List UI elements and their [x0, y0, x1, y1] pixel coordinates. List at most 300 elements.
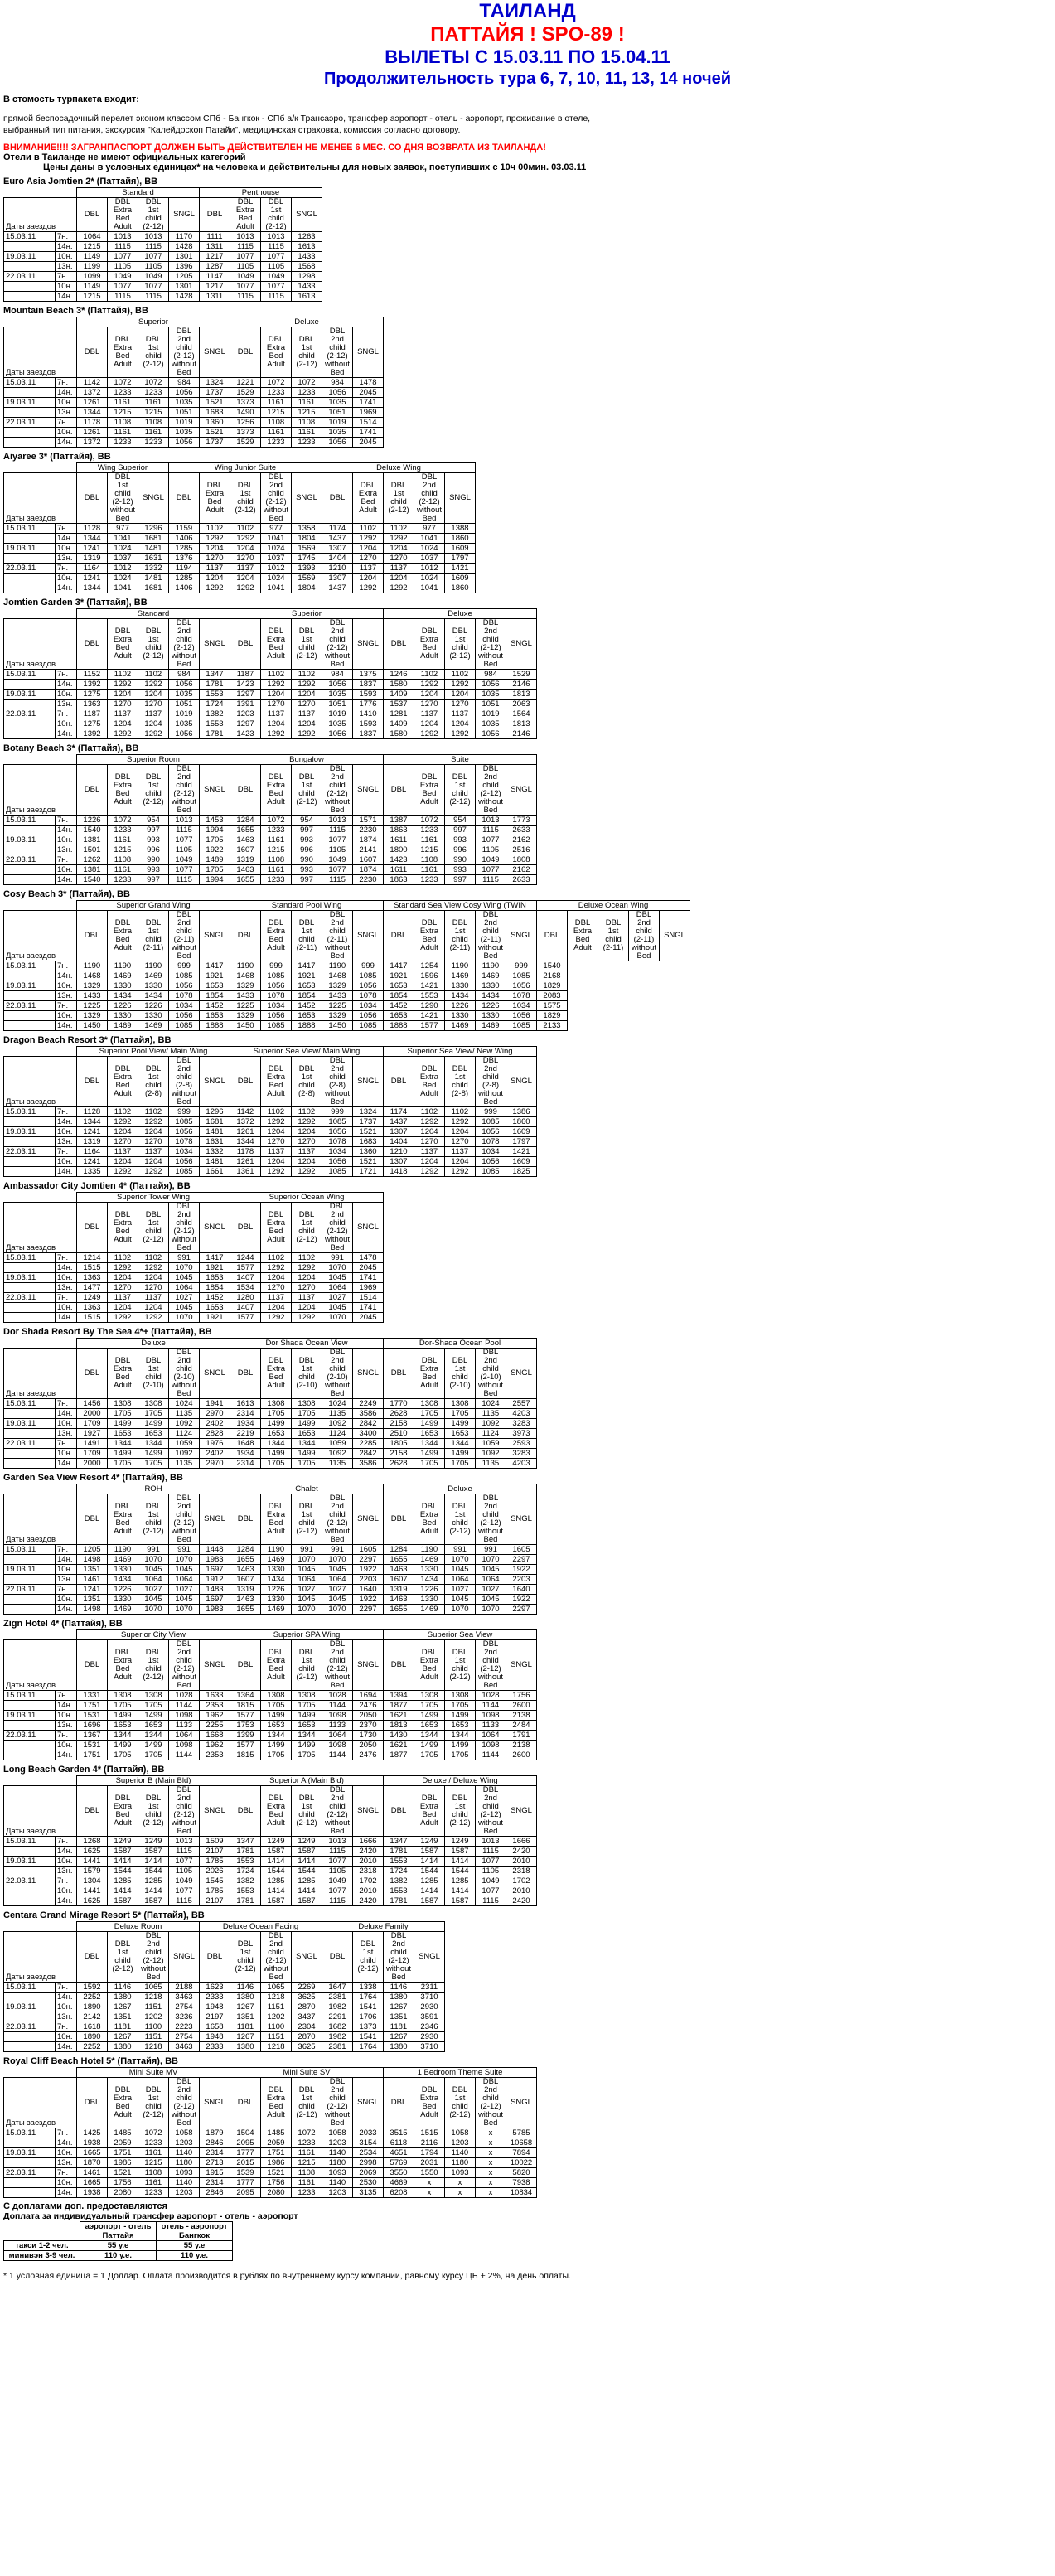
- room-type-header: Chalet: [230, 1484, 384, 1494]
- nights: 10н.: [56, 398, 77, 408]
- price-cell: 1815: [230, 1750, 261, 1760]
- price-cell: 2870: [292, 2032, 322, 2042]
- price-cell: 1077: [169, 1886, 200, 1896]
- price-cell: 1469: [108, 971, 138, 981]
- price-cell: 1777: [230, 2178, 261, 2188]
- price-cell: 1202: [138, 2012, 169, 2022]
- price-cell: 1655: [230, 1605, 261, 1615]
- nights: 13н.: [56, 1867, 77, 1876]
- price-cell: 1330: [261, 1565, 292, 1575]
- price-cell: 1049: [138, 272, 169, 282]
- column-header: DBL 2nd child (2-12) without Bed: [476, 1640, 506, 1691]
- price-cell: 1338: [353, 1983, 384, 1993]
- arrival-date: [4, 1157, 56, 1167]
- price-cell: 1190: [445, 961, 476, 971]
- price-cell: 1751: [77, 1750, 108, 1760]
- price-cell: 1406: [169, 534, 200, 544]
- price-cell: 1085: [476, 1117, 506, 1127]
- price-cell: 1577: [230, 1741, 261, 1750]
- price-cell: 1256: [230, 418, 261, 428]
- column-header: DBL: [322, 473, 353, 524]
- arrival-date: [4, 1721, 56, 1731]
- price-cell: 1587: [138, 1896, 169, 1906]
- price-cell: 1070: [476, 1605, 506, 1615]
- price-cell: 1983: [200, 1605, 230, 1615]
- room-type-header: 1 Bedroom Theme Suite: [384, 2068, 537, 2078]
- column-header: SNGL: [200, 1640, 230, 1691]
- column-header: DBL: [77, 765, 108, 816]
- price-cell: 1085: [261, 1021, 292, 1031]
- price-cell: 1164: [77, 1147, 108, 1157]
- arrival-date: 22.03.11: [4, 418, 56, 428]
- column-header: DBL 1st child (2-12): [138, 1786, 169, 1837]
- price-cell: 1605: [353, 1545, 384, 1555]
- price-cell: 1544: [414, 1867, 445, 1876]
- price-cell: 1976: [200, 1439, 230, 1449]
- column-header: DBL: [77, 327, 108, 378]
- column-header: SNGL: [506, 619, 537, 670]
- price-cell: 1070: [476, 1555, 506, 1565]
- price-cell: 1587: [292, 1896, 322, 1906]
- price-cell: 1621: [384, 1741, 414, 1750]
- price-cell: 1681: [138, 583, 169, 593]
- price-cell: 1498: [77, 1605, 108, 1615]
- table-row: [4, 1983, 445, 1993]
- price-cell: 1098: [476, 1711, 506, 1721]
- column-header: DBL 1st child (2-11): [445, 911, 476, 961]
- room-type-header: Superior Sea View/ Main Wing: [230, 1047, 384, 1057]
- price-cell: 1469: [138, 1021, 169, 1031]
- price-cell: 1085: [322, 1167, 353, 1177]
- column-header: DBL: [384, 1494, 414, 1545]
- price-cell: 1514: [353, 418, 384, 428]
- nights: 10н.: [56, 1303, 77, 1313]
- price-cell: 1115: [476, 1847, 506, 1857]
- arrival-date: [4, 1701, 56, 1711]
- price-cell: 2059: [108, 2138, 138, 2148]
- price-cell: 1077: [169, 835, 200, 845]
- room-type-header: Deluxe: [230, 317, 384, 327]
- price-cell: 2930: [414, 2002, 445, 2012]
- price-cell: 1108: [138, 2168, 169, 2178]
- price-cell: 1161: [414, 835, 445, 845]
- price-cell: 1797: [445, 554, 476, 564]
- price-cell: 1741: [353, 398, 384, 408]
- price-cell: 1705: [261, 1750, 292, 1760]
- price-cell: 1056: [169, 981, 200, 991]
- price-cell: 2402: [200, 1419, 230, 1429]
- price-cell: 1655: [230, 875, 261, 885]
- column-header: DBL 2nd child (2-11) without Bed: [476, 911, 506, 961]
- price-cell: x: [476, 2168, 506, 2178]
- price-cell: 1204: [384, 544, 414, 554]
- arrival-date: [4, 1167, 56, 1177]
- price-cell: 1344: [261, 1731, 292, 1741]
- price-cell: 1781: [200, 729, 230, 739]
- price-cell: 1791: [506, 1731, 537, 1741]
- price-cell: 1115: [476, 1896, 506, 1906]
- column-header: DBL: [77, 1057, 108, 1107]
- price-cell: 3236: [169, 2012, 200, 2022]
- price-cell: 1105: [169, 1867, 200, 1876]
- hotel-price-table: [3, 1484, 537, 1615]
- nights: 7н.: [56, 1837, 77, 1847]
- price-cell: 1233: [108, 826, 138, 835]
- price-cell: 1115: [108, 242, 138, 252]
- column-header: DBL Extra Bed Adult: [261, 1640, 292, 1691]
- price-cell: 1292: [384, 583, 414, 593]
- price-cell: 1463: [384, 1595, 414, 1605]
- hotel-title: Cosy Beach 3* (Паттайя), BB: [3, 889, 130, 899]
- price-cell: 1434: [108, 1575, 138, 1585]
- nights: 7н.: [56, 418, 77, 428]
- price-cell: 1045: [322, 1565, 353, 1575]
- price-cell: 1292: [414, 680, 445, 690]
- arrival-date: [4, 1429, 56, 1439]
- header-blank: [4, 1339, 77, 1349]
- column-header: DBL 1st child (2-12): [292, 1640, 322, 1691]
- included-title: В стомость турпакета входит:: [3, 94, 139, 104]
- price-cell: 1292: [292, 1117, 322, 1127]
- price-cell: 1100: [261, 2022, 292, 2032]
- price-cell: 1499: [292, 1711, 322, 1721]
- price-cell: 1085: [169, 1117, 200, 1127]
- price-cell: 1388: [445, 524, 476, 534]
- price-cell: 1452: [200, 1001, 230, 1011]
- nights: 13н.: [56, 700, 77, 709]
- table-row: [4, 378, 384, 388]
- header-blank: [4, 2068, 77, 2078]
- price-cell: 1204: [138, 719, 169, 729]
- arrival-date: [4, 1896, 56, 1906]
- price-cell: 1161: [138, 2148, 169, 2158]
- price-cell: 1296: [200, 1107, 230, 1117]
- price-cell: 1948: [200, 2032, 230, 2042]
- column-header: DBL Extra Bed Adult: [261, 2078, 292, 2128]
- price-cell: 1434: [138, 991, 169, 1001]
- price-cell: 1607: [384, 1575, 414, 1585]
- table-row: [4, 2178, 537, 2188]
- price-cell: 1218: [138, 1993, 169, 2002]
- price-cell: 996: [445, 845, 476, 855]
- price-cell: 1521: [108, 2168, 138, 2178]
- price-cell: 1564: [506, 709, 537, 719]
- price-cell: 1070: [322, 1263, 353, 1273]
- currency-footnote: * 1 условная единица = 1 Доллар. Оплата производится в рублях по внутреннему курсу компании, равному курсу ЦБ + 2%, на день оплаты.: [3, 2271, 571, 2281]
- price-cell: 1049: [261, 272, 292, 282]
- price-cell: 2050: [353, 1711, 384, 1721]
- price-cell: 1027: [322, 1585, 353, 1595]
- price-cell: 1498: [77, 1555, 108, 1565]
- price-cell: 1344: [292, 1731, 322, 1741]
- price-cell: 1149: [77, 282, 108, 292]
- price-cell: 1108: [108, 418, 138, 428]
- price-cell: 1013: [322, 816, 353, 826]
- price-cell: 2142: [77, 2012, 108, 2022]
- table-row: [4, 1419, 537, 1429]
- table-row: [4, 1545, 537, 1555]
- price-cell: 2402: [200, 1449, 230, 1459]
- price-cell: 1499: [138, 1741, 169, 1750]
- hotel-price-table: [3, 1192, 384, 1323]
- price-cell: 2291: [322, 2012, 353, 2022]
- price-cell: 1329: [77, 981, 108, 991]
- price-cell: 1655: [384, 1555, 414, 1565]
- price-cell: 1423: [230, 680, 261, 690]
- column-header: DBL 2nd child (2-12) without Bed: [476, 1786, 506, 1837]
- price-cell: 1648: [230, 1439, 261, 1449]
- nights: 7н.: [56, 524, 77, 534]
- price-cell: 1381: [77, 835, 108, 845]
- price-cell: 3550: [384, 2168, 414, 2178]
- price-cell: 2033: [353, 2128, 384, 2138]
- category-note: Отели в Таиланде не имеют официальных категорий: [3, 153, 246, 162]
- price-cell: 2314: [200, 2178, 230, 2188]
- column-header: DBL Extra Bed Adult: [108, 1786, 138, 1837]
- price-cell: 1433: [292, 282, 322, 292]
- price-cell: 1423: [230, 729, 261, 739]
- column-header: DBL Extra Bed Adult: [414, 619, 445, 670]
- price-cell: 1308: [414, 1399, 445, 1409]
- price-cell: 1034: [476, 1147, 506, 1157]
- table-row: [4, 388, 384, 398]
- price-cell: 1330: [445, 981, 476, 991]
- column-header: DBL 1st child (2-10): [292, 1349, 322, 1399]
- price-cell: 1418: [384, 1167, 414, 1177]
- price-cell: 1161: [292, 428, 322, 438]
- price-cell: 991: [445, 1545, 476, 1555]
- table-row: [4, 1157, 537, 1167]
- hotel-title: Centara Grand Mirage Resort 5* (Паттайя), BB: [3, 1910, 205, 1920]
- price-cell: 2420: [506, 1896, 537, 1906]
- price-cell: 2138: [506, 1711, 537, 1721]
- price-cell: 1049: [169, 1876, 200, 1886]
- price-cell: 1098: [169, 1741, 200, 1750]
- price-cell: 1319: [77, 1137, 108, 1147]
- price-cell: 1013: [476, 816, 506, 826]
- price-cell: 1034: [322, 1147, 353, 1157]
- price-cell: 1056: [322, 1157, 353, 1167]
- price-cell: 1019: [322, 709, 353, 719]
- column-header: DBL 2nd child (2-12) without Bed: [169, 765, 200, 816]
- price-cell: 1596: [414, 971, 445, 981]
- price-cell: 1270: [108, 700, 138, 709]
- arrival-date: 19.03.11: [4, 1857, 56, 1867]
- column-header: DBL 1st child (2-12): [445, 1494, 476, 1545]
- price-cell: 1469: [414, 1555, 445, 1565]
- price-cell: 1102: [445, 670, 476, 680]
- price-cell: 1653: [200, 1303, 230, 1313]
- price-cell: 1347: [384, 1837, 414, 1847]
- room-type-header: Dor Shada Ocean View: [230, 1339, 384, 1349]
- price-cell: 2353: [200, 1750, 230, 1760]
- price-cell: 1056: [322, 729, 353, 739]
- price-cell: 1045: [138, 1595, 169, 1605]
- price-cell: 1105: [108, 262, 138, 272]
- arrival-date: [4, 1993, 56, 2002]
- price-cell: 1344: [414, 1439, 445, 1449]
- price-cell: 1428: [169, 292, 200, 302]
- arrival-date: 22.03.11: [4, 564, 56, 574]
- table-row: [4, 1273, 384, 1283]
- price-cell: 2045: [353, 1263, 384, 1273]
- nights: 13н.: [56, 1429, 77, 1439]
- table-row: [4, 1837, 537, 1847]
- table-row: [4, 1107, 537, 1117]
- price-cell: 1794: [414, 2148, 445, 2158]
- price-cell: 2162: [506, 835, 537, 845]
- nights: 14н.: [56, 1555, 77, 1565]
- column-header: SNGL: [506, 1640, 537, 1691]
- price-cell: 1292: [108, 680, 138, 690]
- price-cell: 1013: [169, 1837, 200, 1847]
- price-cell: 1137: [261, 709, 292, 719]
- price-cell: 1190: [414, 1545, 445, 1555]
- column-header: DBL 1st child (2-12): [138, 2078, 169, 2128]
- arrival-date: 22.03.11: [4, 2168, 56, 2178]
- price-cell: 1056: [169, 729, 200, 739]
- price-cell: 2333: [200, 2042, 230, 2052]
- column-header: DBL 1st child (2-12): [384, 473, 414, 524]
- price-cell: 1124: [476, 1429, 506, 1439]
- price-cell: 1922: [506, 1565, 537, 1575]
- price-cell: 2297: [506, 1555, 537, 1565]
- price-cell: 1509: [200, 1837, 230, 1847]
- column-header: DBL 1st child (2-12): [108, 1932, 138, 1983]
- price-cell: 1072: [292, 2128, 322, 2138]
- price-cell: 2168: [537, 971, 568, 981]
- price-cell: 2050: [353, 1741, 384, 1750]
- price-cell: 1825: [506, 1167, 537, 1177]
- column-header: DBL 1st child (2-8): [292, 1057, 322, 1107]
- price-cell: 1745: [292, 554, 322, 564]
- column-header: DBL 2nd child (2-12) without Bed: [261, 473, 292, 524]
- price-cell: 1218: [138, 2042, 169, 2052]
- price-cell: 1372: [77, 438, 108, 448]
- offer-title: ПАТТАЙЯ ! SPO-89 !: [430, 23, 625, 46]
- price-cell: 1072: [292, 378, 322, 388]
- table-row: [4, 971, 690, 981]
- price-cell: 1361: [230, 1167, 261, 1177]
- price-cell: 1521: [353, 1127, 384, 1137]
- nights: 10н.: [56, 1741, 77, 1750]
- transfer-price: 110 у.е.: [157, 2251, 233, 2261]
- price-cell: 1721: [353, 1167, 384, 1177]
- price-cell: 1307: [322, 574, 353, 583]
- price-cell: 1730: [353, 1731, 384, 1741]
- price-cell: x: [476, 2148, 506, 2158]
- price-cell: 1376: [169, 554, 200, 564]
- price-cell: 1382: [384, 1876, 414, 1886]
- price-cell: 1077: [108, 252, 138, 262]
- price-cell: 1922: [353, 1565, 384, 1575]
- column-header: SNGL: [353, 2078, 384, 2128]
- price-cell: 1292: [138, 1167, 169, 1177]
- column-header: DBL 1st child (2-12): [292, 1494, 322, 1545]
- price-cell: 1781: [230, 1847, 261, 1857]
- price-cell: 1653: [292, 1011, 322, 1021]
- table-row: [4, 1253, 384, 1263]
- arrival-date: 19.03.11: [4, 690, 56, 700]
- price-cell: 1292: [261, 1167, 292, 1177]
- nights: 7н.: [56, 961, 77, 971]
- price-cell: 1430: [384, 1731, 414, 1741]
- price-cell: 3710: [414, 1993, 445, 2002]
- price-cell: 1285: [108, 1876, 138, 1886]
- arrival-date: 22.03.11: [4, 709, 56, 719]
- price-cell: 1028: [322, 1691, 353, 1701]
- price-cell: 1070: [169, 1555, 200, 1565]
- column-header: DBL 2nd child (2-12) without Bed: [476, 765, 506, 816]
- column-header: SNGL: [506, 1786, 537, 1837]
- column-header: DBL 1st child (2-10): [138, 1349, 169, 1399]
- price-cell: 1681: [138, 534, 169, 544]
- column-header: DBL: [200, 198, 230, 232]
- nights: 10н.: [56, 1857, 77, 1867]
- nights: 10н.: [56, 1886, 77, 1896]
- dates-label: Даты заездов: [4, 2078, 77, 2128]
- price-cell: 1152: [77, 670, 108, 680]
- column-header: SNGL: [200, 911, 230, 961]
- price-cell: 2476: [353, 1701, 384, 1711]
- price-cell: 1330: [108, 1011, 138, 1021]
- price-cell: 1311: [200, 292, 230, 302]
- arrival-date: [4, 2012, 56, 2022]
- price-cell: 1741: [353, 1273, 384, 1283]
- price-cell: 1281: [384, 709, 414, 719]
- price-cell: 2633: [506, 826, 537, 835]
- price-cell: 1013: [322, 1837, 353, 1847]
- price-cell: 1681: [200, 1117, 230, 1127]
- arrival-date: [4, 1409, 56, 1419]
- price-cell: 1218: [261, 2042, 292, 2052]
- extra-services-note: С доплатами доп. предоставляются: [3, 2201, 167, 2211]
- arrival-date: [4, 438, 56, 448]
- price-cell: 1292: [292, 1167, 322, 1177]
- price-cell: 1550: [414, 2168, 445, 2178]
- nights: 14н.: [56, 534, 77, 544]
- table-row: [4, 1263, 384, 1273]
- price-cell: 1085: [353, 1021, 384, 1031]
- price-cell: 1140: [322, 2178, 353, 2188]
- column-header: SNGL: [660, 911, 690, 961]
- table-row: [4, 835, 537, 845]
- nights: 7н.: [56, 1439, 77, 1449]
- column-header: DBL: [77, 619, 108, 670]
- column-header: SNGL: [292, 1932, 322, 1983]
- column-header: DBL 2nd child (2-12) without Bed: [169, 1786, 200, 1837]
- price-cell: 1308: [414, 1691, 445, 1701]
- price-cell: 1521: [200, 428, 230, 438]
- price-cell: 1056: [506, 1011, 537, 1021]
- price-cell: 1270: [353, 554, 384, 564]
- hotel-title: Long Beach Garden 4* (Паттайя), BB: [3, 1765, 165, 1775]
- dates-label: Даты заездов: [4, 619, 77, 670]
- price-cell: 1024: [108, 574, 138, 583]
- price-cell: 1181: [384, 2022, 414, 2032]
- price-cell: 1393: [292, 564, 322, 574]
- price-cell: 1202: [261, 2012, 292, 2022]
- price-cell: 1347: [200, 670, 230, 680]
- price-cell: 1133: [322, 1721, 353, 1731]
- price-cell: 1267: [230, 2032, 261, 2042]
- price-cell: 1854: [384, 991, 414, 1001]
- column-header: DBL: [384, 1786, 414, 1837]
- header-blank: [4, 1484, 77, 1494]
- price-cell: 1037: [414, 554, 445, 564]
- header-blank: [4, 1922, 77, 1932]
- column-header: SNGL: [200, 1786, 230, 1837]
